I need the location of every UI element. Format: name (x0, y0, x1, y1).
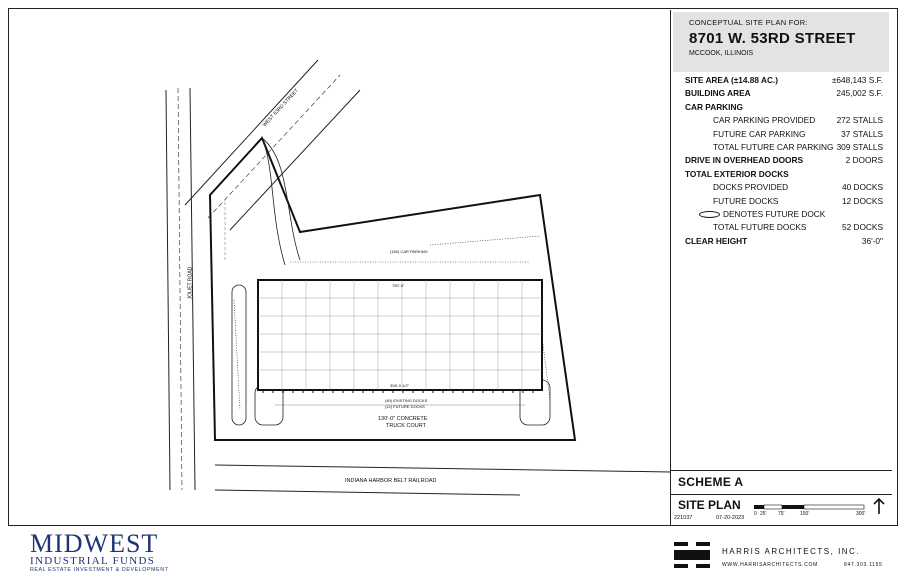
stat-value: 36'-0" (861, 235, 883, 246)
scale-label: 0 (754, 511, 757, 517)
future-docks-label: (12) FUTURE DOCKS (385, 404, 425, 409)
logo-name: MIDWEST (30, 529, 159, 558)
sheet-title: SITE PLAN (678, 498, 741, 512)
stat-label-text: DRIVE IN OVERHEAD DOORS (685, 155, 804, 166)
title-block (670, 10, 892, 525)
scheme-row (670, 470, 892, 489)
stat-value: 40 DOCKS (841, 182, 883, 193)
stat-label (685, 101, 743, 114)
stat-row (685, 74, 883, 87)
stat-value: 2 DOORS (845, 155, 883, 166)
stat-label-text: BUILDING AREA (685, 88, 751, 99)
site-statistics (685, 74, 883, 248)
entry-drive (262, 138, 285, 265)
stat-row (685, 235, 883, 248)
existing-docks-label: (40) EXISTING DOCKS (385, 398, 428, 403)
project-number: 221037 (674, 515, 693, 521)
joliet-road-centerline (178, 88, 182, 490)
stat-row (685, 154, 883, 167)
stat-label-text: DOCKS PROVIDED (713, 182, 789, 193)
pretitle: CONCEPTUAL SITE PLAN FOR: (689, 18, 808, 27)
railroad-line (215, 490, 520, 495)
stat-label-text: CAR PARKING (685, 101, 743, 112)
dimension-label: 308'-0 1/2" (390, 383, 410, 388)
harris-name: HARRIS ARCHITECTS, INC. (722, 547, 861, 556)
stat-row (685, 128, 883, 141)
stat-value: 309 STALLS (836, 141, 883, 152)
stat-label (685, 87, 751, 100)
stat-row (685, 195, 883, 208)
project-location: MCCOOK, ILLINOIS (689, 50, 754, 57)
stat-row (685, 168, 883, 181)
road-label: JOLIET ROAD (187, 266, 194, 300)
stat-label (685, 181, 788, 194)
harris-mark-icon (674, 540, 714, 570)
scale-label: 25' (760, 511, 767, 517)
stat-label-text: TOTAL FUTURE CAR PARKING (713, 141, 834, 152)
joliet-road-edge (166, 90, 170, 490)
stat-label (685, 168, 789, 181)
stat-label-text: FUTURE CAR PARKING (713, 128, 806, 139)
car-parking-row (430, 236, 540, 245)
stat-label (685, 154, 803, 167)
street-label: WEST 53RD STREET (261, 87, 300, 129)
stat-label (685, 195, 778, 208)
stat-value: 272 STALLS (836, 115, 883, 126)
harris-phone: 847.303.1155 (844, 562, 883, 568)
street-edge (185, 60, 318, 205)
harris-logo (674, 540, 883, 575)
stat-row (685, 101, 883, 114)
stat-label (685, 208, 825, 221)
midwest-logo (30, 529, 169, 573)
street-edge (230, 87, 360, 230)
scale-bar (752, 499, 872, 515)
stat-value: ±648,143 S.F. (831, 75, 883, 85)
stat-row (685, 208, 883, 221)
title-header (673, 12, 889, 72)
sheet-title-row (670, 494, 892, 517)
stat-row (685, 87, 883, 100)
scale-label: 75' (778, 511, 785, 517)
stat-row (685, 114, 883, 127)
railroad-line (215, 465, 670, 472)
stat-label (685, 74, 778, 87)
stat-label (685, 221, 806, 234)
stat-value: 52 DOCKS (841, 222, 883, 233)
drawing-date: 07-20-2023 (716, 515, 745, 521)
stat-label-text: SITE AREA (±14.88 AC.) (685, 75, 779, 85)
project-address: 8701 W. 53RD STREET (689, 30, 856, 47)
dimension-label: 750'-0" (392, 283, 405, 288)
street-centerline (208, 75, 340, 218)
truck-court-label: TRUCK COURT (386, 423, 426, 429)
stat-label-text: FUTURE DOCKS (713, 195, 779, 206)
stat-label (685, 128, 806, 141)
stat-label-text: TOTAL FUTURE DOCKS (713, 222, 807, 233)
car-parking-row (234, 300, 240, 410)
stat-row (685, 221, 883, 234)
railroad-label: INDIANA HARBOR BELT RAILROAD (345, 478, 437, 484)
stat-label-text: DENOTES FUTURE DOCK (723, 208, 826, 219)
stat-label (685, 114, 815, 127)
truck-court-label: 130'-0" CONCRETE (378, 416, 428, 422)
harris-website: WWW.HARRISARCHITECTS.COM (722, 562, 818, 568)
stat-label-text: CLEAR HEIGHT (685, 235, 748, 246)
logo-sub: INDUSTRIAL FUNDS (30, 555, 156, 567)
stat-value: 37 STALLS (841, 128, 883, 139)
stat-label (685, 235, 747, 248)
stat-row (685, 141, 883, 154)
scheme-label: SCHEME A (678, 475, 744, 489)
stat-label-text: TOTAL EXTERIOR DOCKS (685, 168, 789, 179)
building-footprint (258, 280, 542, 390)
car-parking-label: (180) CAR PARKING (390, 249, 428, 254)
logo-tagline: REAL ESTATE INVESTMENT & DEVELOPMENT (30, 567, 169, 573)
stat-label-text: CAR PARKING PROVIDED (713, 115, 816, 126)
stat-row (685, 181, 883, 194)
stat-label (685, 141, 833, 154)
north-arrow-icon (872, 497, 886, 515)
scale-label: 300' (856, 511, 866, 517)
future-dock-icon (699, 211, 720, 218)
stat-value: 12 DOCKS (841, 195, 883, 206)
stat-value: 245,002 S.F. (836, 88, 883, 99)
scale-label: 150' (800, 511, 810, 517)
